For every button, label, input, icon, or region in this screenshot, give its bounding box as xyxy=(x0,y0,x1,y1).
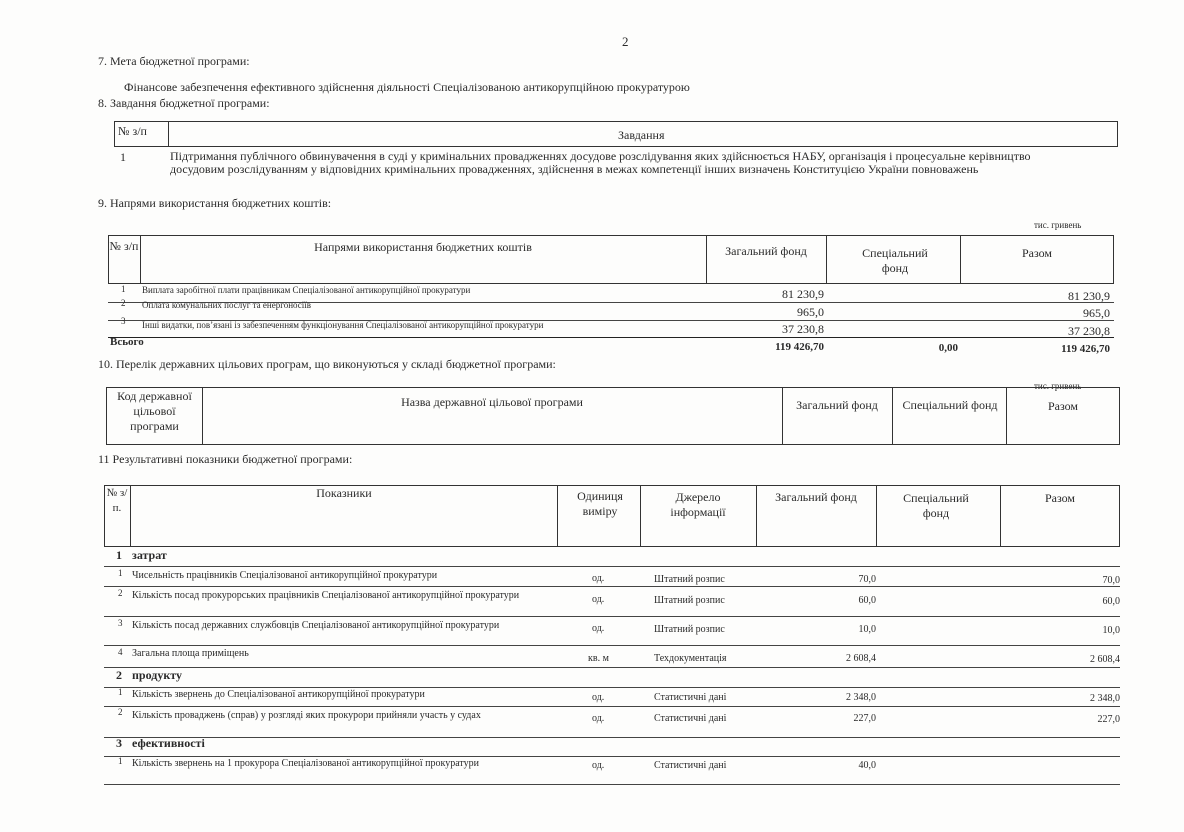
section-10-title: 10. Перелік державних цільових програм, що виконуються у складі бюджетної програми: xyxy=(98,357,556,371)
section-10-unit: тис. гривень xyxy=(1034,381,1082,391)
group-number: 3 xyxy=(116,736,122,750)
task-num: 1 xyxy=(120,150,126,164)
budget-total-special: 0,00 xyxy=(938,342,958,354)
programs-header-total: Разом xyxy=(1047,399,1079,413)
budget-header-special: Спеціальний фонд xyxy=(862,246,928,275)
section-7-text: Фінансове забезпечення ефективного здійснення діяльності Спеціалізованою антикорупційною прокуратурою xyxy=(124,80,690,94)
tasks-header-row xyxy=(114,121,1118,147)
indicators-header-source: Джерело інформації xyxy=(670,490,726,519)
section-9-title: 9. Напрями використання бюджетних коштів: xyxy=(98,196,332,210)
tasks-header-num: № з/п xyxy=(118,124,147,138)
section-8-title: 8. Завдання бюджетної програми: xyxy=(98,96,270,110)
programs-header-name: Назва державної цільової програми xyxy=(401,395,583,409)
budget-header-total: Разом xyxy=(1021,246,1053,260)
group-number: 1 xyxy=(116,548,122,562)
group-number: 2 xyxy=(116,668,122,682)
indicators-header-name: Показники xyxy=(316,486,372,500)
tasks-header-task: Завдання xyxy=(618,128,665,142)
indicators-header-special: Спеціальний фонд xyxy=(903,491,969,520)
section-9-unit: тис. гривень xyxy=(1034,220,1082,230)
indicators-header-unit: Одиниця виміру xyxy=(577,489,623,518)
section-7-title: 7. Мета бюджетної програми: xyxy=(98,54,250,68)
budget-header-direction: Напрями використання бюджетних коштів xyxy=(314,240,532,254)
budget-row-name: Інші видатки, пов’язані із забезпеченням функціонування Спеціалізованої антикорупційної прокуратури xyxy=(142,320,544,330)
budget-total-label: Всього xyxy=(110,336,144,348)
budget-row-name: Оплата комунальних послуг та енергоносіїв xyxy=(142,300,311,310)
page-number: 2 xyxy=(622,34,629,49)
budget-row-name: Виплата заробітної плати працівникам Спеціалізованої антикорупційної прокуратури xyxy=(142,285,471,295)
group-label: затрат xyxy=(132,548,167,562)
group-label: продукту xyxy=(132,668,182,682)
programs-header-special: Спеціальний фонд xyxy=(902,398,998,412)
budget-total-total: 119 426,70 xyxy=(1061,343,1110,355)
budget-total-general: 119 426,70 xyxy=(775,341,824,353)
programs-header-general: Загальний фонд xyxy=(796,398,878,412)
indicators-header-general: Загальний фонд xyxy=(775,490,857,504)
task-text: Підтримання публічного обвинувачення в суді у кримінальних провадженнях досудове розслідування яких здійснюється НАБУ, організація і процесуальне керівництво досудовим розслідуванням у відповідних кримінальних провадженнях, здійснення в межах компетенції інших визначень Конституцією України повноважень xyxy=(170,149,1031,176)
budget-header-general: Загальний фонд xyxy=(725,244,807,258)
indicators-header-total: Разом xyxy=(1044,491,1076,505)
programs-header-code: Код державної цільової програми xyxy=(117,389,192,433)
group-label: ефективності xyxy=(132,736,205,750)
budget-header-num: № з/п xyxy=(109,239,139,253)
section-11-title: 11 Результативні показники бюджетної програми: xyxy=(98,452,353,466)
indicators-header-num: № з/п. xyxy=(106,487,128,514)
